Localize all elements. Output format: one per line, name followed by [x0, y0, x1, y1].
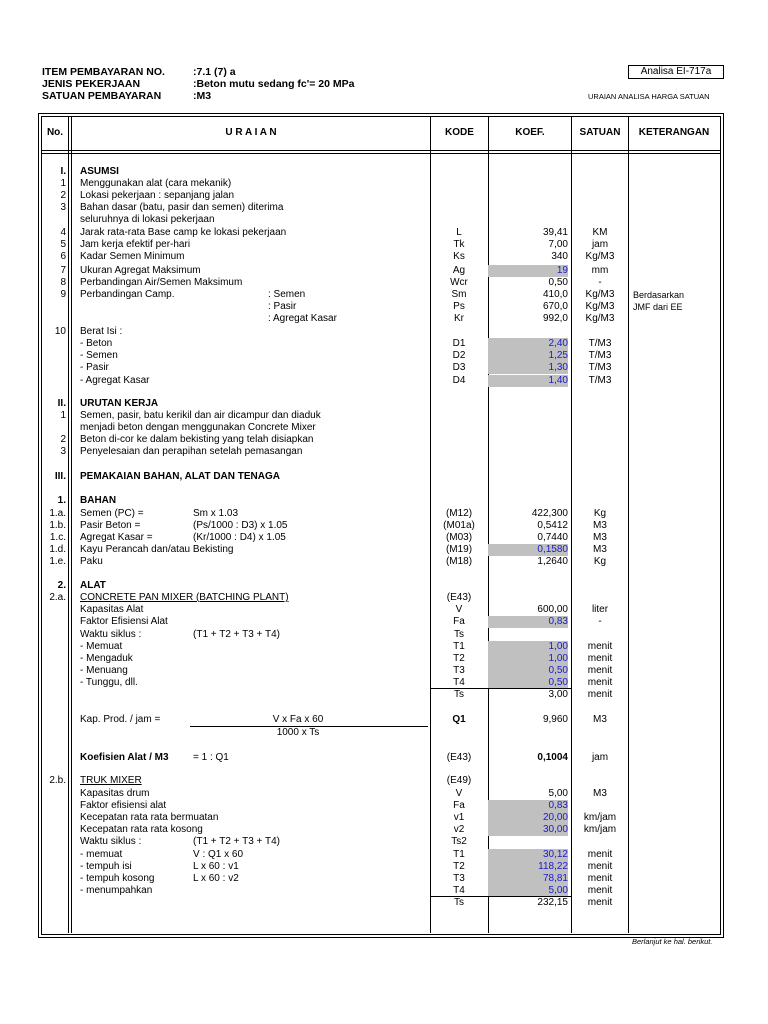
row-satuan: jam	[591, 752, 609, 763]
row-description: Bahan dasar (batu, pasir dan semen) diterima	[80, 202, 284, 213]
col-header-koef: KOEF.	[515, 127, 545, 138]
row-koef: 340	[551, 251, 568, 262]
row-description: - Tunggu, dll.	[80, 677, 138, 688]
row-number: 2.a.	[49, 592, 66, 603]
row-kode: T3	[453, 665, 465, 676]
row-description: Penyelesaian dan perapihan setelah pemasangan	[80, 446, 303, 457]
col-divider-no-double	[71, 116, 72, 933]
row-formula: (Ps/1000 : D3) x 1.05	[193, 520, 288, 531]
row-description: Waktu siklus :	[80, 836, 142, 847]
row-koef: 0,83	[488, 800, 568, 812]
row-number: 2	[60, 190, 66, 201]
row-satuan: Kg	[593, 556, 607, 567]
row-koef: 0,7440	[537, 532, 568, 543]
row-kode: (E43)	[446, 752, 472, 763]
row-koef: 600,00	[537, 604, 568, 615]
row-number: 8	[60, 277, 66, 288]
row-number: 10	[54, 326, 66, 337]
row-kode: Fa	[453, 800, 465, 811]
row-satuan: M3	[593, 788, 607, 799]
row-kode: (E43)	[446, 592, 472, 603]
row-description: - memuat	[80, 849, 123, 860]
row-satuan: T/M3	[588, 338, 612, 349]
row-satuan: menit	[587, 665, 613, 676]
row-kode: D2	[452, 350, 466, 361]
row-kode: (M03)	[445, 532, 473, 543]
row-description: Pasir Beton =	[80, 520, 141, 531]
row-formula: = 1 : Q1	[193, 752, 229, 763]
row-description: Perbandingan Camp.	[80, 289, 175, 300]
row-kode: Sm	[451, 289, 467, 300]
row-koef: 992,0	[542, 313, 568, 324]
row-kode: (M01a)	[443, 520, 475, 531]
row-description: URUTAN KERJA	[80, 398, 159, 409]
row-satuan: Kg	[593, 508, 607, 519]
row-number: 9	[60, 289, 66, 300]
col-divider-satuan	[628, 116, 629, 933]
row-number: II.	[57, 398, 66, 409]
row-description: - tempuh isi	[80, 861, 132, 872]
row-satuan: jam	[591, 239, 609, 250]
row-kode: T1	[453, 849, 465, 860]
row-description: ALAT	[80, 580, 106, 591]
row-kode: V	[455, 788, 463, 799]
row-number: 1.e.	[49, 556, 66, 567]
satuan-pembayaran-label: SATUAN PEMBAYARAN	[42, 90, 162, 102]
row-kode: Fa	[453, 616, 465, 627]
continued-note: Berlanjut ke hal. berikut.	[632, 937, 713, 946]
row-description: Kadar Semen Minimum	[80, 251, 185, 262]
row-koef: 0,50	[488, 665, 568, 677]
row-description: Perbandingan Air/Semen Maksimum	[80, 277, 243, 288]
row-satuan: menit	[587, 849, 613, 860]
row-satuan: M3	[593, 544, 607, 555]
row-koef: 0,1580	[488, 544, 568, 556]
row-koef: 1,00	[488, 653, 568, 665]
row-kode: D1	[452, 338, 466, 349]
row-koef: 410,0	[542, 289, 568, 300]
row-koef: 5,00	[488, 885, 568, 897]
row-subitem: : Agregat Kasar	[268, 313, 337, 324]
row-description: - Beton	[80, 338, 113, 349]
row-koef: 0,1004	[537, 752, 568, 763]
row-koef: 5,00	[548, 788, 568, 799]
row-description: Kecepatan rata rata bermuatan	[80, 812, 219, 823]
row-kode: T1	[453, 641, 465, 652]
row-number: 1	[60, 410, 66, 421]
formula-numerator: V x Fa x 60	[272, 714, 324, 725]
row-description: Kapasitas Alat	[80, 604, 144, 615]
row-description: - Menuang	[80, 665, 128, 676]
row-description: Waktu siklus :	[80, 629, 142, 640]
col-header-uraian: U R A I A N	[225, 127, 277, 138]
row-number: I.	[60, 166, 66, 177]
row-koef: 0,5412	[537, 520, 568, 531]
row-koef: 0,50	[488, 677, 568, 689]
row-number: 2	[60, 434, 66, 445]
row-kode: Kr	[454, 313, 464, 324]
row-description: CONCRETE PAN MIXER (BATCHING PLANT)	[80, 592, 289, 603]
row-formula: (Kr/1000 : D4) x 1.05	[193, 532, 286, 543]
row-kode: D3	[452, 362, 466, 373]
col-header-no: No.	[46, 127, 64, 138]
row-description: Kayu Perancah dan/atau Bekisting	[80, 544, 234, 555]
row-description: Koefisien Alat / M3	[80, 752, 169, 763]
uraian-analisa-title: URAIAN ANALISA HARGA SATUAN	[588, 92, 710, 101]
sum-line-ts-truck	[430, 896, 571, 897]
row-satuan: km/jam	[583, 824, 617, 835]
row-koef: 39,41	[542, 227, 568, 238]
row-description: - Mengaduk	[80, 653, 133, 664]
row-formula: V : Q1 x 60	[193, 849, 244, 860]
row-koef: 670,0	[542, 301, 568, 312]
row-description: BAHAN	[80, 495, 117, 506]
row-koef: 0,50	[548, 277, 568, 288]
row-koef: 3,00	[548, 689, 568, 700]
row-koef: 118,22	[488, 861, 568, 873]
row-koef: 1,40	[488, 375, 568, 387]
row-kode: Wcr	[450, 277, 468, 288]
row-satuan: km/jam	[583, 812, 617, 823]
row-kode: Ts	[454, 689, 464, 700]
row-number: 1.c.	[49, 532, 66, 543]
row-satuan: M3	[593, 532, 607, 543]
row-kode: (M12)	[445, 508, 473, 519]
row-satuan: menit	[587, 885, 613, 896]
row-number: 1	[60, 178, 66, 189]
row-koef: 1,25	[488, 350, 568, 362]
row-satuan: mm	[591, 265, 609, 276]
row-description: - Pasir	[80, 362, 109, 373]
row-formula: L x 60 : v1	[193, 861, 239, 872]
row-koef: 0,83	[488, 616, 568, 628]
row-koef: 7,00	[548, 239, 568, 250]
row-number: 1.a.	[49, 508, 66, 519]
row-description: TRUK MIXER	[80, 775, 142, 786]
row-satuan: menit	[587, 653, 613, 664]
item-pembayaran-value: :7.1 (7) a	[193, 66, 236, 78]
row-kode: T4	[453, 677, 465, 688]
row-koef: 1,30	[488, 362, 568, 374]
row-formula: L x 60 : v2	[193, 873, 239, 884]
row-satuan: M3	[593, 520, 607, 531]
row-satuan: M3	[593, 714, 607, 725]
row-kode: D4	[452, 375, 466, 386]
row-kode: Ts	[454, 897, 464, 908]
row-description: Menggunakan alat (cara mekanik)	[80, 178, 232, 189]
row-kode: L	[456, 227, 462, 238]
row-formula: (T1 + T2 + T3 + T4)	[193, 629, 280, 640]
row-description: Faktor Efisiensi Alat	[80, 616, 168, 627]
row-koef: 2,40	[488, 338, 568, 350]
row-description: - menumpahkan	[80, 885, 153, 896]
row-kode: v1	[453, 812, 465, 823]
row-description: Agregat Kasar =	[80, 532, 153, 543]
row-kode: T2	[453, 861, 465, 872]
row-kode: Q1	[452, 714, 466, 725]
row-satuan: Kg/M3	[585, 313, 615, 324]
row-description: - tempuh kosong	[80, 873, 155, 884]
row-description: Jarak rata-rata Base camp ke lokasi pekerjaan	[80, 227, 287, 238]
row-description: Semen (PC) =	[80, 508, 144, 519]
row-satuan: menit	[587, 677, 613, 688]
col-divider-no	[68, 116, 69, 933]
col-header-kode: KODE	[445, 127, 474, 138]
row-koef: 20,00	[488, 812, 568, 824]
row-kode: (M18)	[445, 556, 473, 567]
row-number: 4	[60, 227, 66, 238]
row-description: Kap. Prod. / jam =	[80, 714, 161, 725]
row-description: Paku	[80, 556, 103, 567]
row-satuan: menit	[587, 641, 613, 652]
satuan-pembayaran-value: :M3	[193, 90, 212, 102]
row-number: 1.d.	[49, 544, 66, 555]
row-satuan: T/M3	[588, 362, 612, 373]
row-satuan: T/M3	[588, 375, 612, 386]
row-satuan: Kg/M3	[585, 289, 615, 300]
row-kode: Ag	[452, 265, 466, 276]
row-kode: V	[455, 604, 463, 615]
row-formula: Sm x 1.03	[193, 508, 239, 519]
row-satuan: menit	[587, 689, 613, 700]
row-koef: 1,2640	[537, 556, 568, 567]
row-satuan: menit	[587, 873, 613, 884]
row-number: 2.b.	[49, 775, 66, 786]
row-satuan: T/M3	[588, 350, 612, 361]
row-satuan: -	[598, 277, 602, 288]
row-koef: 422,300	[531, 508, 568, 519]
row-description: menjadi beton dengan menggunakan Concrete Mixer	[80, 422, 316, 433]
row-kode: Ts2	[451, 836, 467, 847]
formula-denominator: 1000 x Ts	[276, 727, 320, 738]
col-header-keterangan: KETERANGAN	[638, 127, 710, 138]
jenis-pekerjaan-value: :Beton mutu sedang fc'= 20 MPa	[193, 78, 355, 90]
row-description: Faktor efisiensi alat	[80, 800, 167, 811]
row-number: III.	[54, 471, 66, 482]
row-description: Kapasitas drum	[80, 788, 150, 799]
row-koef: 9,960	[542, 714, 568, 725]
row-kode: v2	[453, 824, 465, 835]
row-koef: 30,12	[488, 849, 568, 861]
row-kode: Ps	[453, 301, 465, 312]
row-number: 1.b.	[49, 520, 66, 531]
row-satuan: -	[598, 616, 602, 627]
row-description: seluruhnya di lokasi pekerjaan	[80, 214, 215, 225]
row-subitem: : Semen	[268, 289, 306, 300]
item-pembayaran-label: ITEM PEMBAYARAN NO.	[42, 66, 165, 78]
row-koef: 78,81	[488, 873, 568, 885]
header-divider	[41, 150, 720, 151]
header-divider-double	[41, 153, 720, 154]
row-satuan: KM	[592, 227, 608, 238]
sum-line-ts-mixer	[430, 688, 571, 689]
row-satuan: menit	[587, 897, 613, 908]
row-description: ASUMSI	[80, 166, 119, 177]
row-koef: 1,00	[488, 641, 568, 653]
row-kode: T4	[453, 885, 465, 896]
row-number: 2.	[57, 580, 66, 591]
row-number: 3	[60, 202, 66, 213]
row-description: Ukuran Agregat Maksimum	[80, 265, 201, 276]
jenis-pekerjaan-label: JENIS PEKERJAAN	[42, 78, 141, 90]
row-satuan: Kg/M3	[585, 251, 615, 262]
analisa-code-box: Analisa EI-717a	[628, 65, 724, 79]
row-kode: T3	[453, 873, 465, 884]
row-satuan: liter	[591, 604, 609, 615]
row-description: Semen, pasir, batu kerikil dan air dicampur dan diaduk	[80, 410, 321, 421]
row-formula: (T1 + T2 + T3 + T4)	[193, 836, 280, 847]
row-kode: Tk	[453, 239, 465, 250]
row-description: - Semen	[80, 350, 118, 361]
row-description: PEMAKAIAN BAHAN, ALAT DAN TENAGA	[80, 471, 280, 482]
row-kode: (E49)	[446, 775, 472, 786]
row-number: 3	[60, 446, 66, 457]
row-description: Berat Isi :	[80, 326, 123, 337]
row-koef: 19	[488, 265, 568, 277]
row-kode: Ts	[454, 629, 464, 640]
row-number: 7	[60, 265, 66, 276]
row-number: 5	[60, 239, 66, 250]
row-satuan: Kg/M3	[585, 301, 615, 312]
row-koef: 30,00	[488, 824, 568, 836]
row-kode: Ks	[453, 251, 465, 262]
row-kode: T2	[453, 653, 465, 664]
row-number: 6	[60, 251, 66, 262]
row-description: Beton di-cor ke dalam bekisting yang telah disiapkan	[80, 434, 314, 445]
row-description: Kecepatan rata rata kosong	[80, 824, 203, 835]
row-description: Lokasi pekerjaan : sepanjang jalan	[80, 190, 234, 201]
row-number: 1.	[57, 495, 66, 506]
row-description: Jam kerja efektif per-hari	[80, 239, 191, 250]
row-kode: (M19)	[445, 544, 473, 555]
row-subitem: : Pasir	[268, 301, 297, 312]
row-koef: 232,15	[537, 897, 568, 908]
row-satuan: menit	[587, 861, 613, 872]
row-description: - Memuat	[80, 641, 123, 652]
row-keterangan: Berdasarkan	[633, 290, 685, 300]
col-header-satuan: SATUAN	[579, 127, 621, 138]
row-keterangan: JMF dari EE	[633, 302, 683, 312]
row-description: - Agregat Kasar	[80, 375, 150, 386]
